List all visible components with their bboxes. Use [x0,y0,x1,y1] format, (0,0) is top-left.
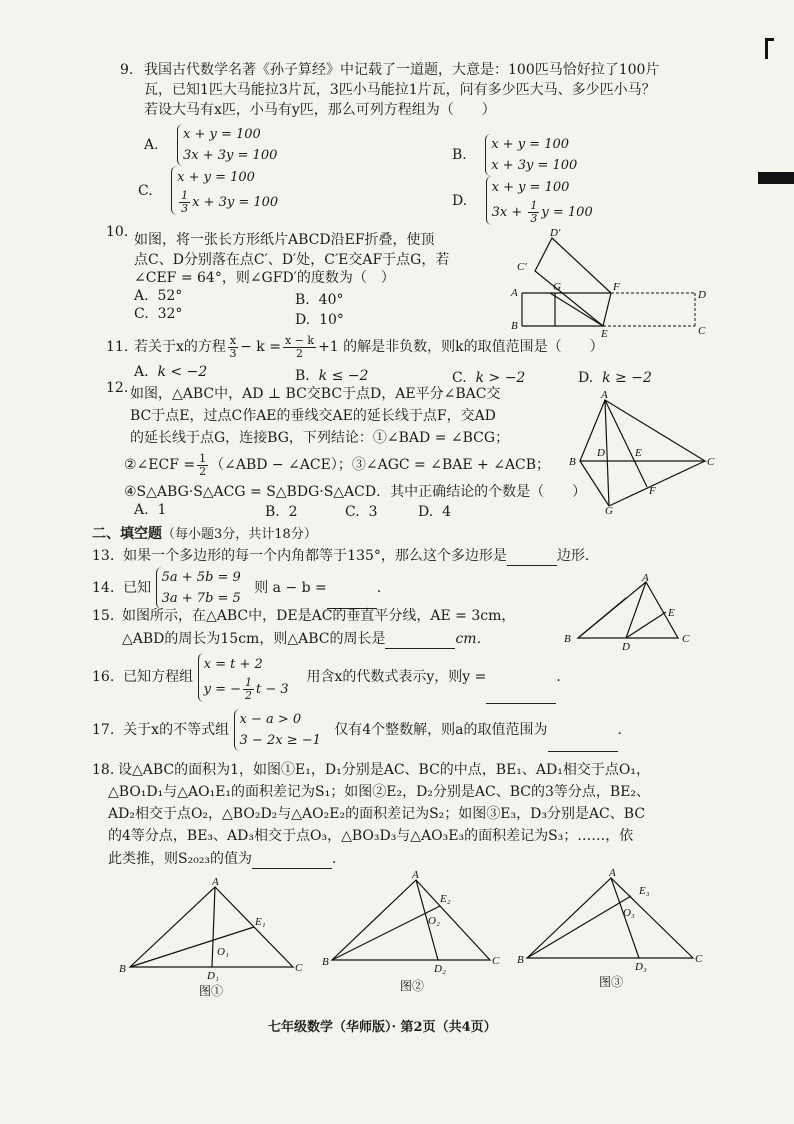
q18-number: 18. [92,762,115,778]
q9-option-d[interactable] [452,176,593,225]
fraction: $\frac{x}{3}$ [229,333,237,360]
eq2: y = 100 [541,205,593,220]
q13 [92,545,599,566]
label-d: D₁ [207,970,219,982]
q10-option-c[interactable] [134,306,182,322]
label-d: D₃ [635,961,647,973]
q13-number: 13. [92,548,115,564]
q11-number: 11. [106,339,129,355]
q13-text: 如果一个多边形的每一个内角都等于135°，那么这个多边形是 [123,548,507,564]
option-text: 3 [368,504,378,520]
q9-option-b[interactable] [452,134,577,176]
q14-pre: 已知 [123,580,152,596]
label-g: G [553,281,561,293]
label-d: D [597,447,605,459]
equation-system [177,124,277,166]
q10-option-a[interactable] [134,288,182,304]
q9-option-a[interactable] [144,124,277,166]
q17-answer-blank[interactable] [548,733,618,752]
option-label: C. [138,182,153,199]
label-e: E₂ [440,893,451,905]
section-2-heading [92,523,317,543]
label-b: B [322,956,329,968]
label-a: A [601,390,608,401]
q18-line-3: AD₂相交于点O₂，△BO₂D₂与△AO₂E₂的面积差记为S₂；如图③E₃，D₃分别是AC、BC [108,806,646,822]
q9-line-3: 若设大马有x匹，小马有y匹，那么可列方程组为（ ） [144,102,496,118]
q17 [92,708,632,752]
q18-answer-blank[interactable] [252,848,332,869]
q9-line-2: 瓦，已知1匹大马能拉3片瓦，3匹小马能拉1片瓦，问有多少匹大马、多少匹小马？ [144,82,656,98]
label-o: O₁ [217,946,229,958]
q18-line5-pre: 此类推，则S₂₀₂₃的值为 [108,851,253,867]
label-c: C [707,456,715,468]
q16-mid: 用含x的代数式表示y，则y = [306,669,487,685]
option-label: B. [295,368,310,384]
fraction: $\frac{1}{3}$ [181,189,189,215]
equation-system [156,567,241,609]
q10-line-1: 如图，将一张长方形纸片ABCD沿EF折叠，使顶 [134,232,435,248]
label-f: F [649,485,656,497]
q12-line-4 [124,450,550,480]
section-note: （每小题3分，共计18分） [162,527,317,542]
equation-system [171,166,278,215]
equation-system [486,176,593,225]
label-a: A [511,287,518,299]
q12-line-2: BC于点E，过点C作AE的垂线交AE的延长线于点F，交AD [130,408,496,424]
eq1: x + y = 100 [491,180,570,195]
q16-post: ． [556,669,571,685]
option-text: 40° [318,292,344,308]
q12-option-d[interactable] [418,504,451,520]
label-b: B [119,963,126,975]
q18-line-4: 的4等分点，BE₃、AD₃相交于点O₃，△BO₃D₃与△AO₃E₃的面积差记为S₃；……，依 [108,828,634,844]
option-label: C. [452,370,467,386]
option-text: 10° [319,312,344,328]
q17-post: ． [617,722,632,738]
eq1: x − a > 0 [239,712,302,727]
q11-mid: − k = [240,339,281,355]
eq2: 3 − 2x ≥ −1 [239,733,321,748]
q10-line-2: 点C、D分别落在点C′、D′处，C′E交AF于点G，若 [134,252,450,268]
eq2: 3a + 7b = 5 [161,591,241,606]
q11-pre: 若关于x的方程 [134,339,226,355]
q18-line-1: 设△ABC的面积为1，如图①E₁，D₁分别是AC、BC的中点，BE₁、AD₁相交于点O₁， [118,762,650,778]
q11-stem [134,332,604,362]
option-label: A. [144,137,159,153]
q18-line-2: △BO₁D₁与△AO₁E₁的面积差记为S₁；如图②E₂，D₂分别是AC、BC的3等分点，BE₂、 [108,784,651,800]
option-label: A. [134,364,149,380]
figure-caption: 图② [400,979,425,993]
label-o: O₃ [623,907,635,919]
q12-option-a[interactable] [134,502,166,518]
q14-post: ． [376,580,391,596]
label-e: E [601,328,608,338]
fraction: $\frac{x - k}{2}$ [284,333,315,360]
equation-system [234,709,321,751]
eq2: x + 3y = 100 [491,158,578,173]
fraction: $\frac{1}{2}$ [199,451,207,478]
option-text: k ≤ −2 [318,368,369,384]
corner-mark [765,38,774,59]
q18-figure-2 [320,868,520,993]
q10-line-3: ∠CEF = 64°，则∠GFD′的度数为（ ） [134,270,395,286]
option-label: C. [134,306,149,322]
option-text: k > −2 [475,370,526,386]
option-label: B. [452,147,467,163]
q11-option-a[interactable] [134,364,207,380]
label-b: B [517,954,524,966]
q12-line-3: 的延长线于点G，连接BG，下列结论：①∠BAD = ∠BCG； [130,430,510,446]
q16-pre: 已知方程组 [123,669,194,685]
option-text: k ≥ −2 [602,370,652,386]
q11-post: +1 的解是非负数，则k的取值范围是（ ） [318,339,604,355]
q17-mid: 仅有4个整数解，则a的取值范围为 [334,722,548,738]
q12-line-5: ④S△ABG·S△ACG = S△BDG·S△ACD．其中正确结论的个数是（ ） [124,484,587,500]
fraction: $\frac{1}{2}$ [245,675,253,702]
option-label: D. [452,192,468,209]
label-a: A [642,572,649,584]
q13-answer-blank[interactable] [507,545,557,566]
option-label: D. [578,370,594,386]
equation-system [198,653,289,702]
q12-figure [565,390,725,515]
q9-option-c[interactable] [138,166,278,215]
edge-bar [758,172,794,184]
option-label: B. [265,504,280,520]
label-a: A [412,869,419,881]
label-b: B [564,633,571,645]
q9-line-1: 我国古代数学名著《孙子算经》中记载了一道题，大意是：100匹马恰好拉了100片 [144,62,660,78]
eq1: 5a + 5b = 9 [161,570,241,585]
option-label: A. [134,288,149,304]
q14-number: 14. [92,580,115,596]
q15-figure [560,572,700,652]
label-c: C [695,953,703,965]
label-o: O₂ [428,915,440,927]
label-c: C [492,955,500,967]
q12-line4-pre: ②∠ECF = [124,457,196,473]
q18-line5-post: ． [332,851,347,867]
eq2: 3x + 3y = 100 [183,148,278,163]
label-a: A [609,867,616,879]
figure-caption: 图① [199,984,224,998]
q17-pre: 关于x的不等式组 [123,722,230,738]
label-e: E₁ [255,916,266,928]
page-footer: 七年级数学（华师版）· 第2页（共4页） [268,1020,497,1035]
q16 [92,650,570,704]
option-text: 2 [288,504,298,520]
q12-line4-post: （∠ABD − ∠ACE）；③∠AGC = ∠BAE + ∠ACB； [210,457,551,473]
eq2-pre: y = − [203,681,242,697]
q13-post: 边形． [556,548,599,564]
label-b: B [569,456,576,468]
q12-number: 12. [106,380,129,396]
label-d: D₂ [434,963,446,975]
label-c: C [295,962,303,974]
label-c-prime: C′ [517,261,527,273]
q18-figure-3 [515,866,715,991]
option-text: k < −2 [157,364,208,380]
q12-option-c[interactable] [345,504,378,520]
q15-number: 15. [92,608,115,624]
equation-system [485,134,577,176]
q12-option-b[interactable] [265,504,298,520]
q15-line2-pre: △ABD的周长为15cm，则△ABC的周长是 [122,631,386,647]
option-text: 32° [157,306,183,322]
q15-line2-post: cm． [455,631,491,647]
option-text: 1 [157,502,167,518]
label-a: A [212,876,219,888]
q10-number: 10. [106,224,129,240]
label-e: E [635,447,642,459]
option-text: 52° [157,288,183,304]
label-c: C [698,325,706,337]
q14 [92,567,391,609]
eq1: x + y = 100 [491,137,570,152]
eq2-post: t − 3 [256,681,289,697]
eq1: x + y = 100 [177,170,255,185]
eq2: x + 3y = 100 [192,195,279,210]
q15-line-2 [122,628,491,649]
q15-line-1: 如图所示，在△ABC中，DE是AC的垂直平分线，AE = 3cm， [122,608,516,624]
q15-answer-blank[interactable] [385,628,455,649]
q16-answer-blank[interactable] [486,685,556,704]
eq1: x = t + 2 [203,656,263,672]
option-label: C. [345,504,360,520]
label-e: E [668,607,675,619]
section-title: 二、填空题 [92,526,162,542]
q18-figure-1 [115,875,315,1000]
q16-number: 16. [92,669,115,685]
label-b: B [511,320,518,332]
option-label: D. [418,504,434,520]
label-d-prime: D′ [550,227,561,239]
q14-mid: 则 a − b = [254,580,327,596]
label-e: E₃ [639,885,650,897]
q11-option-b[interactable] [295,368,368,384]
label-f: F [613,281,620,293]
q11-option-d[interactable] [578,370,652,386]
option-label: B. [295,292,310,308]
q18-line-5 [108,848,346,869]
label-c: C [682,633,690,645]
q9-number: 9. [120,62,134,78]
label-d: D [622,641,630,652]
q17-number: 17. [92,722,115,738]
eq1: x + y = 100 [183,127,261,142]
option-label: D. [295,312,311,328]
label-d: D [698,289,706,301]
label-g: G [605,505,613,515]
eq2-pre: 3x + [491,205,527,220]
figure-caption: 图③ [599,975,624,989]
q10-option-d[interactable] [295,312,344,328]
q10-figure [505,226,720,338]
fraction: $\frac{1}{3}$ [530,199,538,225]
option-text: 4 [442,504,452,520]
option-label: A. [134,502,149,518]
q12-line-1: 如图，△ABC中，AD ⊥ BC交BC于点D，AE平分∠BAC交 [130,386,501,402]
q10-option-b[interactable] [295,292,343,308]
